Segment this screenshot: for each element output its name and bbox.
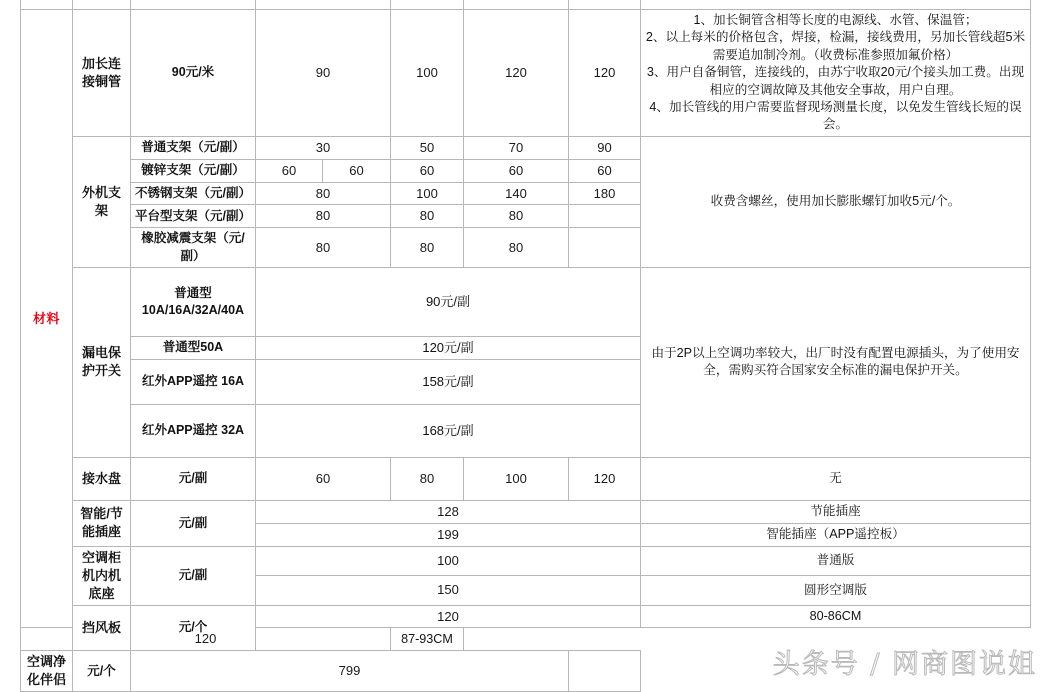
spec-leakage-ordinary-40a: 普通型10A/16A/32A/40A	[131, 267, 256, 336]
value-bracket-ordinary-4: 90	[569, 136, 641, 159]
price-leakage-app-32a: 168元/副	[256, 404, 641, 457]
unit-wind-deflector: 元/个	[131, 605, 256, 651]
note-bracket: 收费含螺丝，使用加长膨胀螺钉加收5元/个。	[641, 136, 1031, 267]
stub-cell-spec	[131, 0, 256, 10]
value-bracket-rubber-3: 80	[464, 228, 569, 268]
note-smart-socket-1: 节能插座	[641, 500, 1031, 523]
price-wind-deflector-2: 120	[21, 628, 391, 651]
table-row-copper-pipe	[21, 10, 1031, 137]
table-row-smart-socket-128	[21, 500, 1031, 523]
spec-bracket-platform: 平台型支架（元/副）	[131, 205, 256, 228]
price-cabinet-base-2: 150	[256, 576, 641, 605]
note-line-2: 2、以上每米的价格包含，焊接，检漏，接线费用，另加长管线超5米需要追加制冷剂。（收费标准参照加氟价格）	[645, 30, 1026, 62]
note-leakage-switch: 由于2P以上空调功率较大，出厂时没有配置电源插头，为了使用安全，需购买符合国家安全标准的漏电保护开关。	[641, 267, 1031, 457]
value-bracket-platform-4	[569, 205, 641, 228]
value-water-tray-1: 60	[256, 457, 391, 500]
price-smart-socket-1: 128	[256, 500, 641, 523]
category-leakage-switch: 漏电保护开关	[73, 267, 131, 457]
value-bracket-stainless-3: 140	[464, 182, 569, 205]
unit-smart-socket: 元/副	[131, 500, 256, 546]
value-copper-pipe-2: 100	[391, 10, 464, 137]
unit-purifier: 元/个	[73, 651, 131, 692]
price-smart-socket-2: 199	[256, 523, 641, 546]
material-label-cell: 材料	[21, 10, 73, 628]
value-bracket-galvanized-2: 60	[323, 159, 391, 182]
value-bracket-rubber-4	[569, 228, 641, 268]
spec-leakage-app-16a: 红外APP遥控 16A	[131, 359, 256, 404]
spec-bracket-rubber: 橡胶减震支架（元/副）	[131, 228, 256, 268]
category-bracket: 外机支架	[73, 136, 131, 267]
table-row-wind-deflector-1	[21, 605, 1031, 628]
table-row-cabinet-base-100	[21, 546, 1031, 575]
table-row-top-stub	[21, 0, 1031, 10]
table-row-bracket-ordinary	[21, 136, 1031, 159]
price-cabinet-base-1: 100	[256, 546, 641, 575]
value-bracket-rubber-1: 80	[256, 228, 391, 268]
value-bracket-rubber-2: 80	[391, 228, 464, 268]
category-wind-deflector: 挡风板	[73, 605, 131, 651]
value-copper-pipe-4: 120	[569, 10, 641, 137]
category-purifier: 空调净化伴侣	[21, 651, 73, 692]
stub-cell-d3	[391, 0, 464, 10]
unit-water-tray: 元/副	[131, 457, 256, 500]
note-cabinet-base-2: 圆形空调版	[641, 576, 1031, 605]
note-line-4: 4、加长管线的用户需要监督现场测量长度，以免发生管线长短的误会。	[649, 99, 1022, 132]
category-water-tray: 接水盘	[73, 457, 131, 500]
stub-cell-material	[21, 0, 73, 10]
value-bracket-ordinary-1: 30	[256, 136, 391, 159]
table-row-wind-deflector-2	[21, 628, 1031, 651]
spec-bracket-stainless: 不锈钢支架（元/副）	[131, 182, 256, 205]
value-bracket-ordinary-2: 50	[391, 136, 464, 159]
value-bracket-platform-3: 80	[464, 205, 569, 228]
value-bracket-stainless-1: 80	[256, 182, 391, 205]
spec-bracket-galvanized: 镀锌支架（元/副）	[131, 159, 256, 182]
table-row-water-tray	[21, 457, 1031, 500]
value-bracket-galvanized-4: 60	[464, 159, 569, 182]
value-bracket-platform-2: 80	[391, 205, 464, 228]
price-table-sheet	[20, 0, 1030, 692]
value-bracket-stainless-2: 100	[391, 182, 464, 205]
stub-cell-d4	[464, 0, 569, 10]
stub-cell-d1	[256, 0, 391, 10]
category-cabinet-base: 空调柜机内机底座	[73, 546, 131, 605]
note-cabinet-base-1: 普通版	[641, 546, 1031, 575]
price-leakage-ordinary-40a: 90元/副	[256, 267, 641, 336]
value-water-tray-2: 80	[391, 457, 464, 500]
table-row-purifier	[21, 651, 1031, 692]
value-bracket-galvanized-1: 60	[256, 159, 323, 182]
stub-cell-d5	[569, 0, 641, 10]
note-line-1: 1、加长铜管含相等长度的电源线、水管、保温管；	[693, 13, 978, 27]
spec-bracket-ordinary: 普通支架（元/副）	[131, 136, 256, 159]
price-wind-deflector-1: 120	[256, 605, 641, 628]
note-smart-socket-2: 智能插座（APP遥控板）	[641, 523, 1031, 546]
category-smart-socket: 智能/节能插座	[73, 500, 131, 546]
value-bracket-ordinary-3: 70	[464, 136, 569, 159]
note-line-3: 3、用户自备铜管，连接线的，由苏宁收取20元/个接头加工费。出现相应的空调故障及其他安全事故，用户自理。	[646, 65, 1025, 97]
stub-cell-note	[641, 0, 1031, 10]
table-row-leakage-ordinary-40a	[21, 267, 1031, 336]
unit-cabinet-base: 元/副	[131, 546, 256, 605]
value-bracket-galvanized-3: 60	[391, 159, 464, 182]
note-copper-pipe	[641, 10, 1031, 137]
price-purifier: 799	[131, 651, 569, 692]
spec-leakage-ordinary-50a: 普通型50A	[131, 336, 256, 359]
material-price-table	[20, 0, 1031, 692]
unit-copper-pipe: 90元/米	[131, 10, 256, 137]
spec-leakage-app-32a: 红外APP遥控 32A	[131, 404, 256, 457]
value-water-tray-4: 120	[569, 457, 641, 500]
note-purifier	[569, 651, 641, 692]
value-bracket-stainless-4: 180	[569, 182, 641, 205]
category-copper-pipe: 加长连接铜管	[73, 10, 131, 137]
note-wind-deflector-1: 80-86CM	[641, 605, 1031, 628]
value-bracket-platform-1: 80	[256, 205, 391, 228]
value-copper-pipe-3: 120	[464, 10, 569, 137]
price-leakage-app-16a: 158元/副	[256, 359, 641, 404]
value-bracket-galvanized-5: 60	[569, 159, 641, 182]
note-water-tray: 无	[641, 457, 1031, 500]
value-water-tray-3: 100	[464, 457, 569, 500]
watermark-text: 头条号 / 网商图说姐	[772, 649, 1037, 680]
note-wind-deflector-2: 87-93CM	[391, 628, 464, 651]
value-copper-pipe-1: 90	[256, 10, 391, 137]
stub-cell-category	[73, 0, 131, 10]
price-leakage-ordinary-50a: 120元/副	[256, 336, 641, 359]
